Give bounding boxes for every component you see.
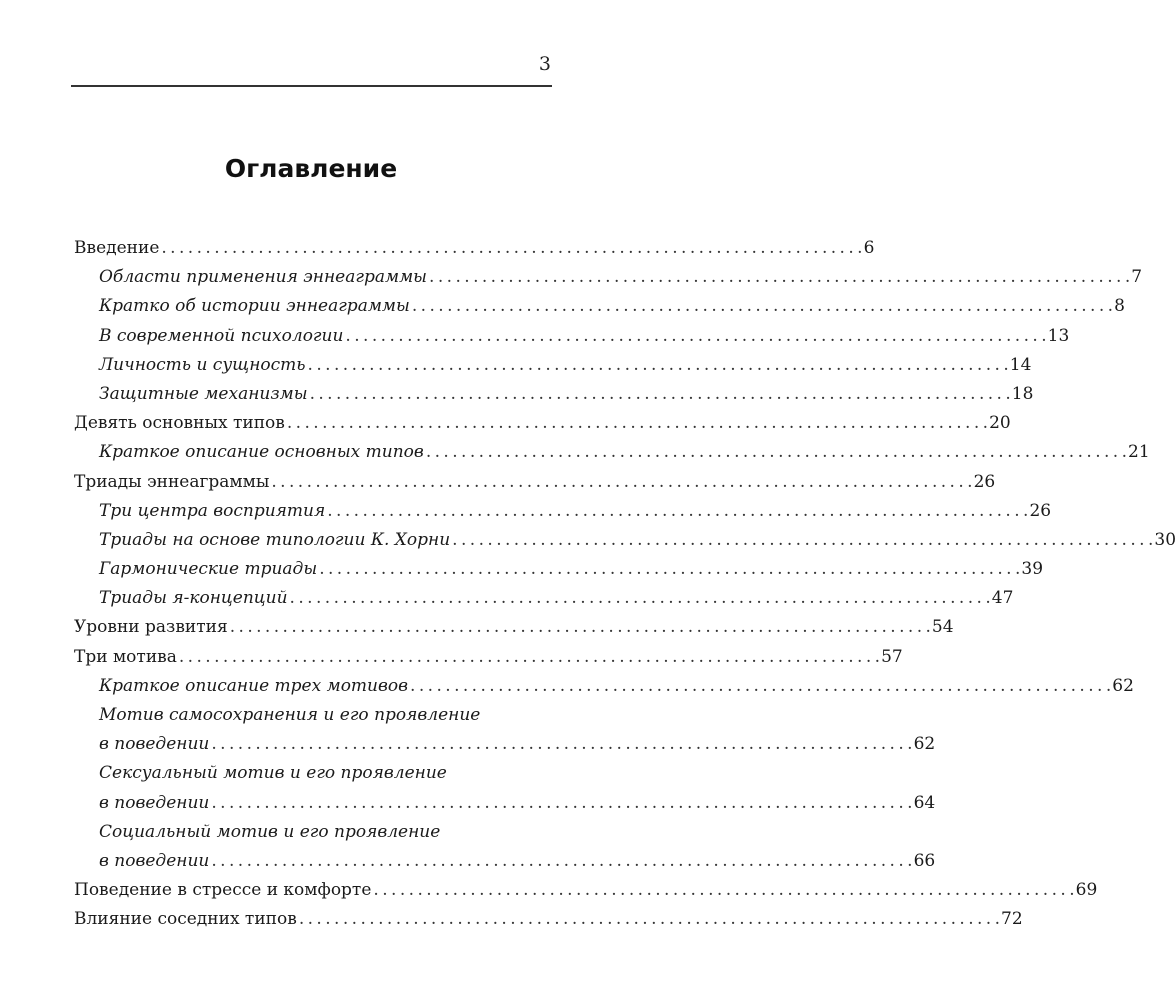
toc-subentry[interactable] [74,497,1052,526]
toc-entry-page: 21 [1128,442,1150,463]
toc-entry-page: 26 [973,471,996,492]
toc-leader [179,643,879,672]
toc-entry-title: в поведении [99,850,210,871]
toc-leader [271,468,971,497]
toc-entry-page: 14 [1009,354,1032,375]
toc-entry-page: 54 [931,617,954,638]
toc-entry-title: Триады я-концепций [99,588,288,609]
toc-entry-title: Три мотива [74,646,177,667]
toc-subentry-title-line1[interactable]: Мотив самосохранения и его проявление [99,705,481,725]
toc-leader [310,380,1010,409]
toc-entry-title: Девять основных типов [74,413,285,434]
toc-entry-title: Уровни развития [74,617,228,638]
header-rule [71,85,552,87]
toc-entry-title: Кратко об истории эннеаграммы [99,296,410,317]
toc-entry-page: 26 [1029,500,1052,521]
toc-entry[interactable] [74,468,996,497]
toc-leader [211,847,911,876]
toc-subentry[interactable] [74,263,1143,292]
toc-entry[interactable] [74,409,1011,438]
toc-entry[interactable] [74,905,1023,934]
toc-entry-title: в поведении [99,792,210,813]
toc-entry-title: Влияние соседних типов [74,909,297,930]
toc-leader [410,672,1110,701]
toc-subentry[interactable] [74,351,1032,380]
toc-entry-page: 8 [1114,296,1125,317]
toc-entry-title: Поведение в стрессе и комфорте [74,880,372,901]
toc-entry[interactable] [74,876,1098,905]
toc-entry[interactable] [74,613,954,642]
toc-entry-title: Области применения эннеаграммы [99,267,428,288]
toc-entry-page: 13 [1047,325,1070,346]
toc-entry-title: Три центра восприятия [99,500,326,521]
toc-entry-title: Гармонические триады [99,559,318,580]
toc-leader [426,438,1126,467]
toc-entry-title: Краткое описание основных типов [99,442,424,463]
toc-subentry[interactable] [74,584,1014,613]
toc-leader [308,351,1008,380]
toc-subentry[interactable] [74,730,936,759]
toc-leader [345,322,1045,351]
toc-leader [452,526,1152,555]
toc-heading: Оглавление [224,154,398,183]
toc-entry-page: 69 [1075,880,1098,901]
toc-subentry[interactable] [74,555,1044,584]
toc-entry-page: 66 [913,850,936,871]
toc-subentry[interactable] [74,292,1125,321]
toc-entry-page: 6 [863,238,875,258]
toc-subentry-title-line1[interactable]: Социальный мотив и его проявление [99,821,441,842]
page-number: 3 [538,53,551,75]
toc-subentry[interactable] [74,789,936,818]
toc-entry-title: Защитные механизмы [99,383,308,404]
toc-entry-page: 57 [881,646,903,667]
toc-subentry[interactable] [74,380,1034,409]
toc-entry-page: 20 [989,413,1011,434]
toc-entry-page: 7 [1131,267,1143,288]
toc-leader [319,555,1019,584]
toc-leader [287,409,987,438]
toc-subentry[interactable] [74,322,1070,351]
toc-leader [290,584,990,613]
toc-entry-page: 62 [1112,675,1134,696]
toc-subentry[interactable] [74,672,1134,701]
toc-entry-title: Введение [74,238,160,258]
toc-entry-title: Триады эннеаграммы [74,471,270,492]
toc-entry-title: В современной психологии [99,325,344,346]
toc-subentry[interactable] [74,438,1150,467]
toc-entry-page: 62 [913,734,936,755]
toc-leader [373,876,1073,905]
toc-entry-page: 47 [991,588,1014,609]
table-of-contents [74,234,1176,935]
toc-subentry-title-line1[interactable]: Сексуальный мотив и его проявление [99,763,447,784]
toc-entry-page: 18 [1011,383,1034,404]
toc-entry[interactable] [74,234,875,263]
toc-subentry[interactable] [74,526,1176,555]
toc-entry-page: 72 [1001,909,1023,930]
toc-entry-page: 64 [913,792,936,813]
toc-leader [211,730,911,759]
toc-entry-title: Краткое описание трех мотивов [99,675,409,696]
toc-leader [299,905,999,934]
toc-subentry[interactable] [74,847,936,876]
toc-entry-title: в поведении [99,734,210,755]
toc-entry-title: Личность и сущность [99,354,306,375]
toc-entry-title: Триады на основе типологии К. Хорни [99,529,451,550]
toc-leader [429,263,1129,292]
toc-leader [161,234,861,263]
toc-leader [327,497,1027,526]
toc-leader [230,613,930,642]
toc-leader [412,292,1112,321]
toc-leader [211,789,911,818]
toc-entry-page: 39 [1021,559,1044,580]
toc-entry[interactable] [74,643,903,672]
toc-entry-page: 30 [1154,529,1176,550]
